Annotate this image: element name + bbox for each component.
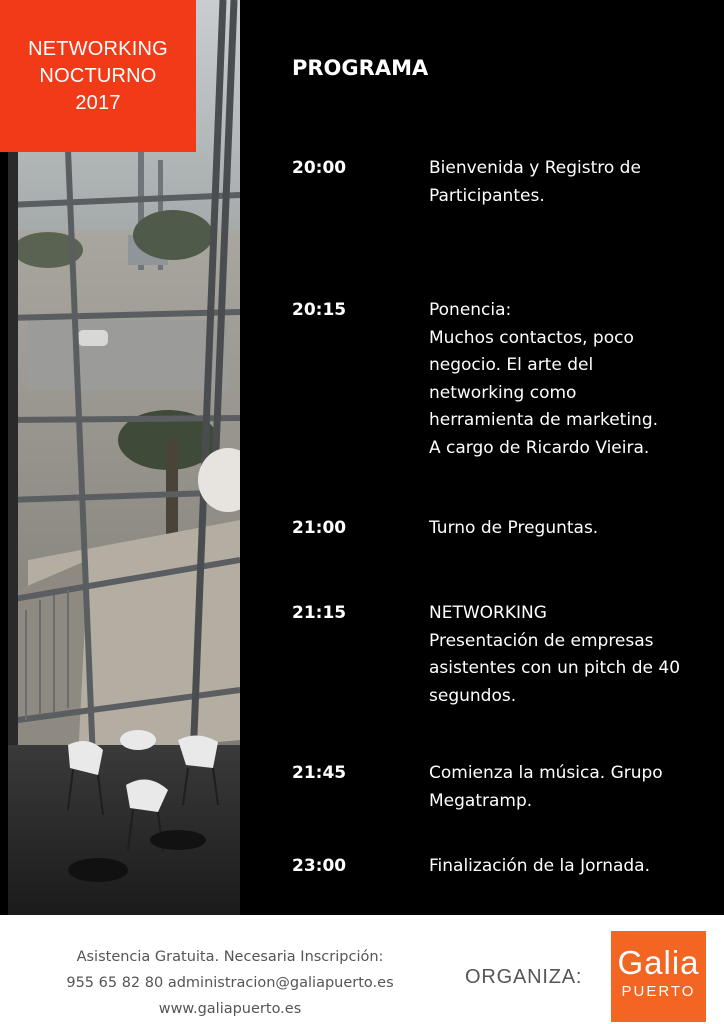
- description-line: negocio. El arte del: [429, 355, 594, 375]
- logo-text-bottom: PUERTO: [621, 983, 696, 1000]
- program-title: PROGRAMA: [292, 56, 429, 80]
- description-line: Ponencia:: [429, 300, 512, 320]
- schedule-description: [429, 297, 719, 462]
- description-line: Presentación de empresas: [429, 630, 654, 651]
- schedule-time: 21:45: [292, 763, 347, 783]
- schedule-description: [429, 155, 719, 210]
- description-line: Turno de Preguntas.: [429, 518, 599, 538]
- registration-note: Asistencia Gratuita. Necesaria Inscripción:: [76, 949, 384, 965]
- schedule-time: 23:00: [292, 856, 347, 876]
- description-line: NETWORKING: [429, 603, 547, 623]
- description-line: Comienza la música. Grupo: [429, 763, 663, 783]
- event-title-badge: [0, 0, 196, 152]
- badge-line-1: NETWORKING: [28, 37, 168, 60]
- galia-puerto-logo: [611, 931, 706, 1022]
- description-line: asistentes con un pitch de 40: [429, 658, 681, 678]
- description-line: Megatramp.: [429, 790, 533, 811]
- description-line: herramienta de marketing.: [429, 410, 659, 430]
- description-line: Participantes.: [429, 185, 545, 206]
- badge-line-3: 2017: [75, 91, 121, 114]
- schedule-time: 20:15: [292, 300, 347, 320]
- schedule-description: [429, 515, 719, 543]
- description-line: Muchos contactos, poco: [429, 327, 634, 348]
- footer-contact: [40, 944, 420, 1022]
- website-link[interactable]: www.galiapuerto.es: [158, 1001, 302, 1017]
- description-line: A cargo de Ricardo Vieira.: [429, 437, 650, 458]
- contact-phone-email: 955 65 82 80 administracion@galiapuerto.es: [66, 975, 394, 991]
- description-line: segundos.: [429, 685, 517, 706]
- description-line: Bienvenida y Registro de: [429, 158, 641, 178]
- badge-line-2: NOCTURNO: [39, 64, 157, 87]
- logo-text-top: Galia: [617, 944, 700, 981]
- description-line: Finalización de la Jornada.: [429, 856, 650, 876]
- schedule-time: 21:00: [292, 518, 347, 538]
- schedule-description: [429, 760, 719, 815]
- schedule-description: [429, 853, 719, 881]
- organizer-label: ORGANIZA:: [465, 966, 583, 988]
- schedule-time: 20:00: [292, 158, 347, 178]
- schedule-time: 21:15: [292, 603, 347, 623]
- schedule-description: [429, 600, 719, 710]
- description-line: networking como: [429, 382, 577, 403]
